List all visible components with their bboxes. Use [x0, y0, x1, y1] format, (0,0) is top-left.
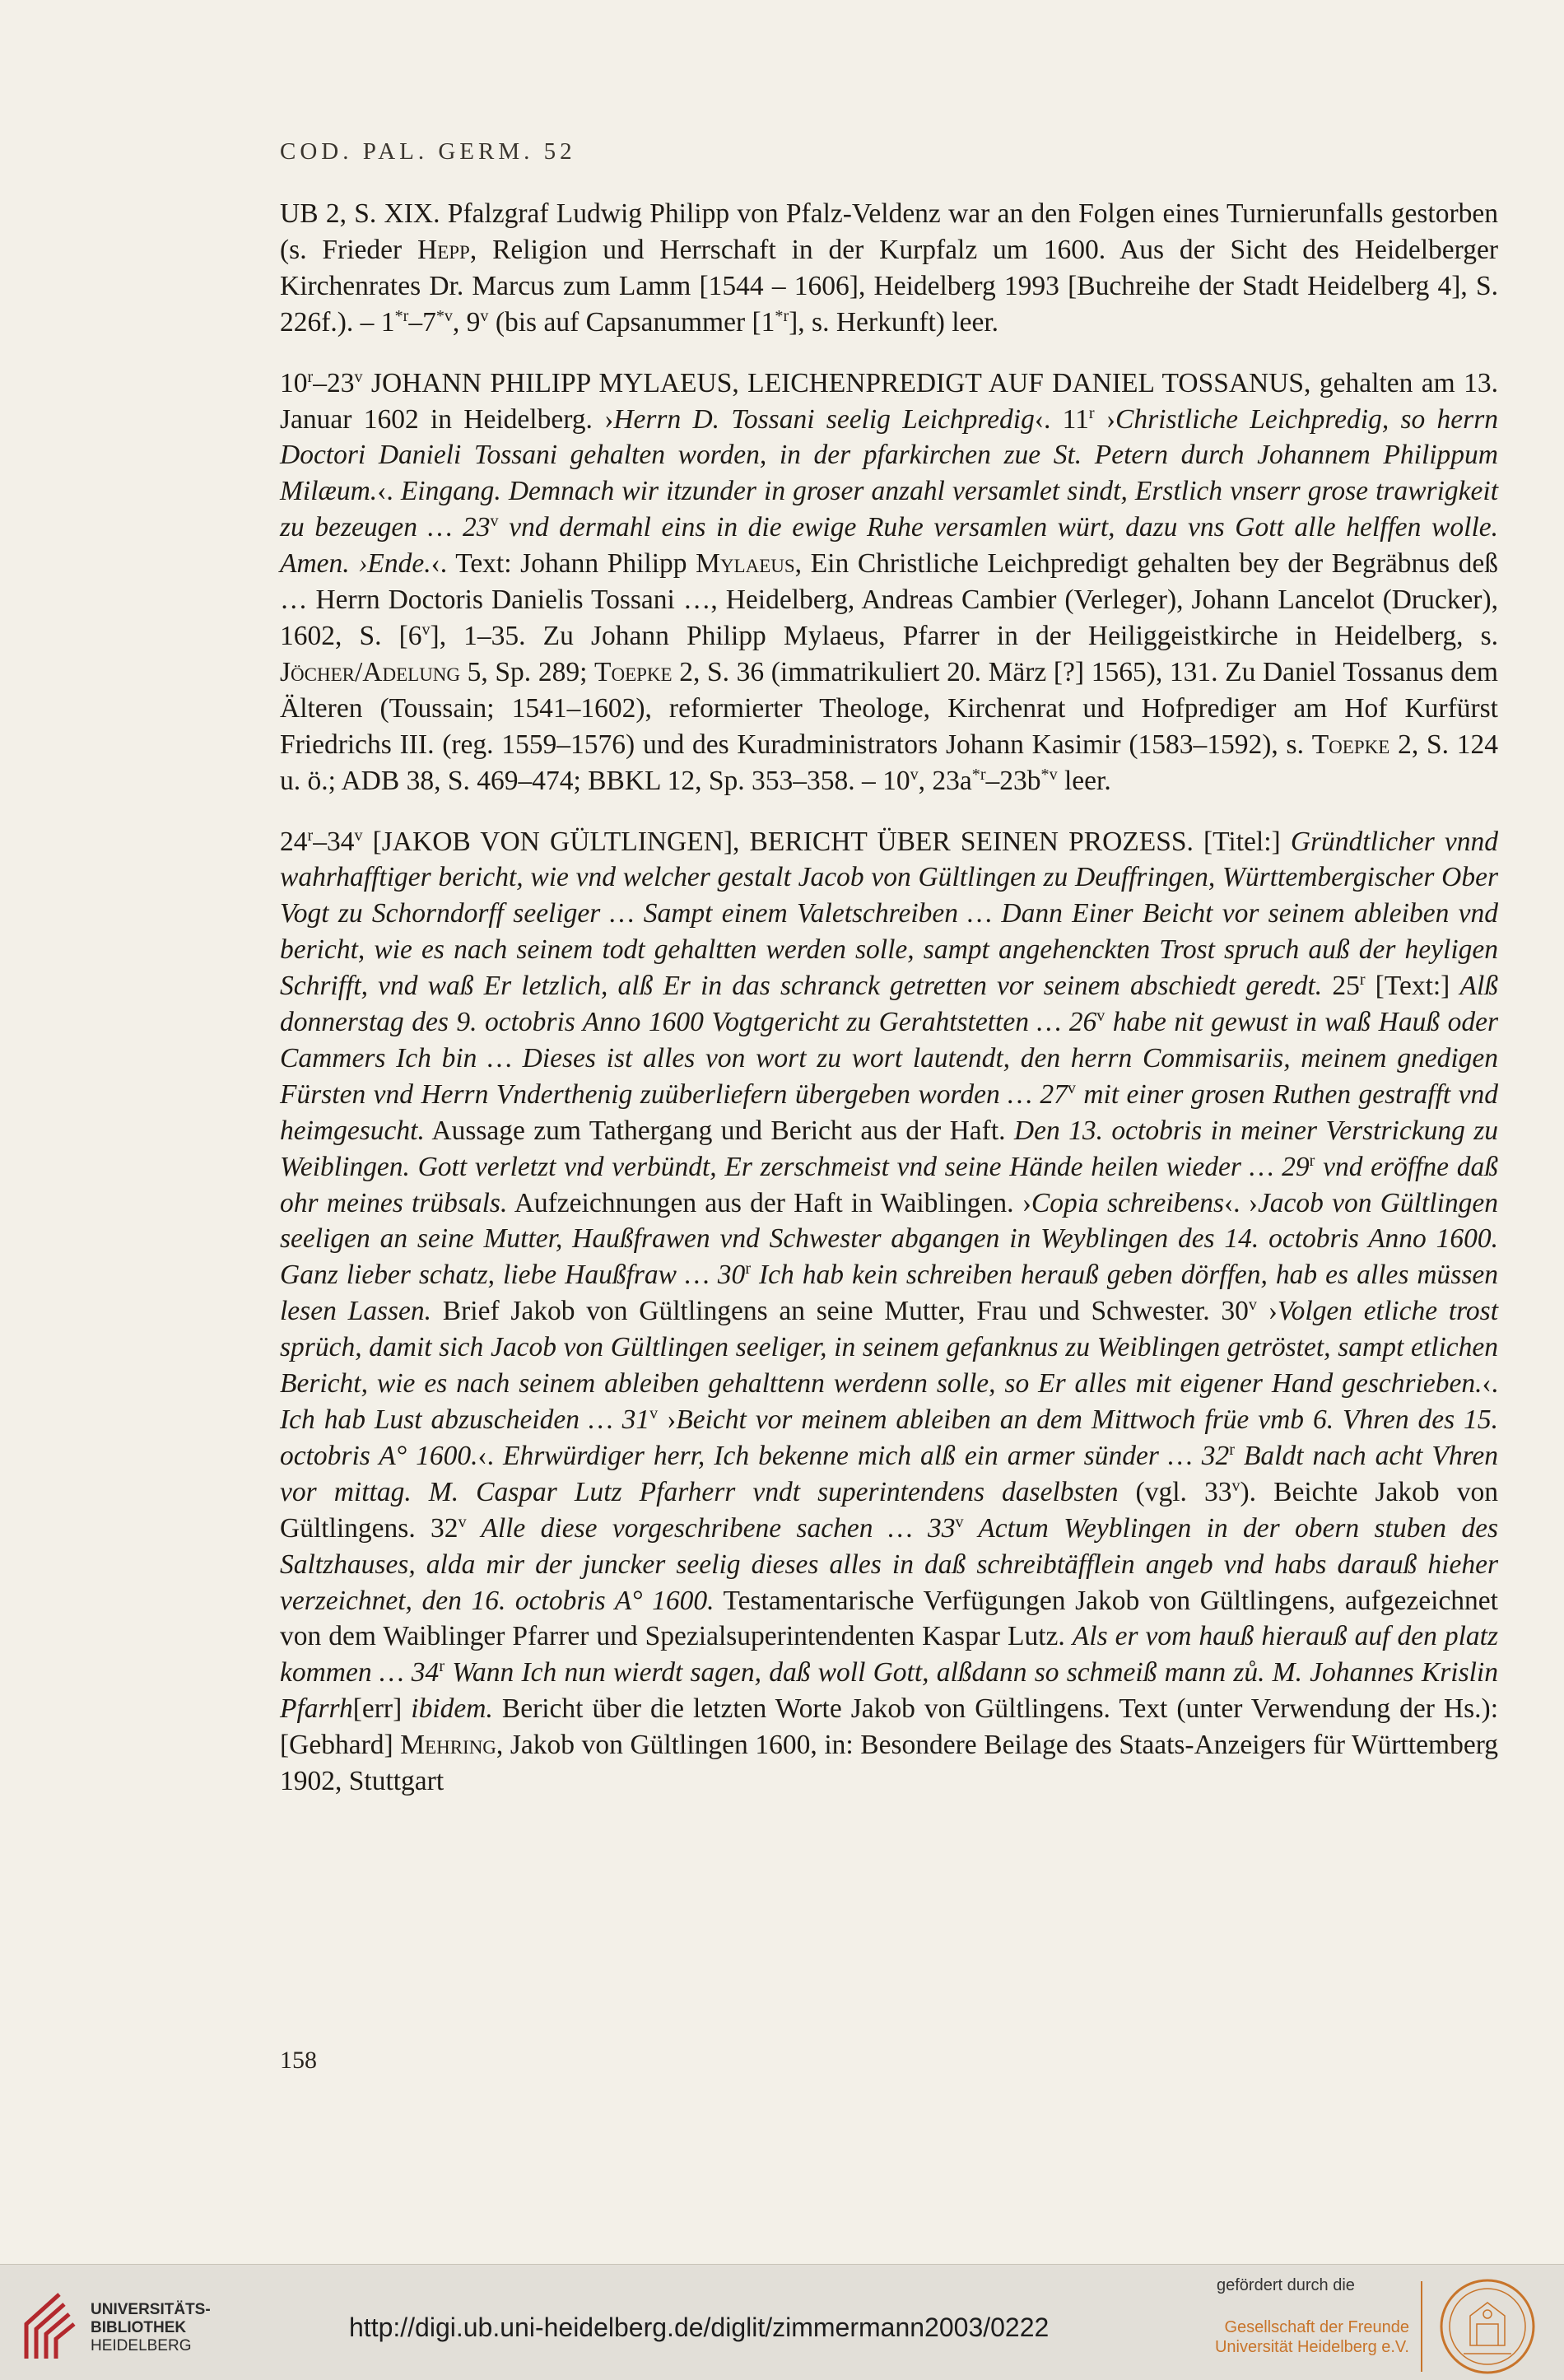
- library-line-3: HEIDELBERG: [91, 2337, 192, 2354]
- page-number: 158: [280, 2047, 317, 2074]
- running-head: COD. PAL. GERM. 52: [280, 138, 576, 165]
- ub-heidelberg-logo-icon[interactable]: [18, 2288, 84, 2362]
- library-name[interactable]: [91, 2301, 211, 2355]
- funded-by-label: gefördert durch die: [1217, 2276, 1355, 2294]
- university-seal-icon: [1439, 2278, 1536, 2375]
- paragraph-gueltlingen-entry: 24$^r$–34$^v$ [JAKOB VON GÜLTLINGEN], BERICHT ÜBER SEINEN PROZESS. [Titel:] Gründtlicher vnnd wahrhafftiger bericht, wie vnd welcher gestalt Jacob von Gültlingen zu Deuffringen, Württembergischer Ober Vogt zu Schorndorff seeliger … Sampt einem Valetschreiben … Dann Einer Beicht vor seinem ableiben vnd bericht, wie es nach seinem todt gehaltten werden solle, sampt angehenckten Trost spruch auß der heyligen Schrifft, vnd waß Er letzlich, alß Er in das schranck getretten vor seinem abschiedt geredt. 25$^r$ [Text:] Alß donnerstag des 9. octobris Anno 1600 Vogtgericht zu Gerahtstetten … 26$^v$ habe nit gewust in waß Hauß oder Cammers Ich bin … Dieses ist alles von wort zu wort lautendt, den herrn Commisariis, meinem gnedigen Fürsten vnd Herrn Vnderthenig zuüberliefern übergeben worden … 27$^v$ mit einer grosen Ruthen gestrafft vnd heimgesucht. Aussage zum Tathergang und Bericht aus der Haft. Den 13. octobris in meiner Verstrickung zu Weiblingen. Gott verletzt vnd verbündt, Er zerschmeist vnd seine Hände heilen wieder … 29$^r$ vnd eröffne daß ohr meines trübsals. Aufzeichnungen aus der Haft in Waiblingen. ›Copia schreibens‹. ›Jacob von Gültlingen seeligen an seine Mutter, Haußfrawen vnd Schwester abgangen in Weyblingen des 14. octobris Anno 1600. Ganz lieber schatz, liebe Haußfraw … 30$^r$ Ich hab kein schreiben herauß geben dörffen, hab es alles müssen lesen Lassen. Brief Jakob von Gültlingens an seine Mutter, Frau und Schwester. 30$^v$ ›Volgen etliche trost sprüch, damit sich Jacob von Gültlingen seeliger, in seinem gefanknus zu Weiblingen getröstet, sampt etlichen Bericht, wie es nach seinem ableiben gehalttenn werdenn solle, so Er alles mit eigener Hand geschrieben.‹. Ich hab Lust abzuscheiden … 31$^v$ ›Beicht vor meinem ableiben an dem Mittwoch früe vmb 6. Vhren des 15. octobris A° 1600.‹. Ehrwürdiger herr, Ich bekenne mich alß ein armer sünder … 32$^r$ Baldt nach acht Vhren vor mittag. M. Caspar Lutz Pfarherr vndt superintendens daselbsten (vgl. 33$^v$). Beichte Jakob von Gültlingens. 32$^v$ Alle diese vorgeschribene sachen … 33$^v$ Actum Weyblingen in der obern stuben des Saltzhauses, alda mir der juncker seelig dieses alles in daß schreibtäfflein angeb vnd habs darauß hieher verzeichnet, den 16. octobris A° 1600. Testamentarische Verfügungen Jakob von Gültlingens, aufgezeichnet von dem Waiblinger Pfarrer und Spezialsuperintendenten Kaspar Lutz. Als er vom hauß hierauß auf den platz kommen … 34$^r$ Wann Ich nun wierdt sagen, daß woll Gott, alßdann so schmeiß mann zů. M. Johannes Krislin Pfarrh[err] ibidem. Bericht über die letzten Worte Jakob von Gültlingens. Text (unter Verwendung der Hs.): [Gebhard] Mehring, Jakob von Gültlingen 1600, in: Besondere Beilage des Staats-Anzeigers für Württemberg 1902, Stuttgart: [280, 826, 1499, 1797]
- permalink-url[interactable]: http://digi.ub.uni-heidelberg.de/diglit/zimmermann2003/0222: [349, 2312, 1050, 2342]
- society-name[interactable]: [1177, 2317, 1409, 2357]
- text-block: [280, 196, 1498, 1800]
- society-line-2: Universität Heidelberg e.V.: [1214, 2338, 1409, 2356]
- library-line-2: BIBLIOTHEK: [91, 2319, 187, 2336]
- paragraph-intro: UB 2, S. XIX. Pfalzgraf Ludwig Philipp von Pfalz-Veldenz war an den Folgen eines Turnierunfalls gestorben (s. Frieder Hepp, Religion und Herrschaft in der Kurpfalz um 1600. Aus der Sicht des Heidelberger Kirchenrates Dr. Marcus zum Lamm [1544 – 1606], Heidelberg 1993 [Buchreihe der Stadt Heidelberg 4], S. 226f.). – 1$^{*r}$–7$^{*v}$, 9$^v$ (bis auf Capsanummer [1$^{*r}$], s. Herkunft) leer.: [280, 198, 1498, 338]
- paragraph-mylaeus-entry: 10$^r$–23$^v$ JOHANN PHILIPP MYLAEUS, LEICHENPREDIGT AUF DANIEL TOSSANUS, gehalten am 13. Januar 1602 in Heidelberg. ›Herrn D. Tossani seelig Leichpredig‹. 11$^r$ ›Christliche Leichpredig, so herrn Doctori Danieli Tossani gehalten worden, in der pfarkirchen zue St. Petern durch Johannem Philippum Milæum.‹. Eingang. Demnach wir itzunder in groser anzahl versamlet sindt, Erstlich vnserr grose trawrigkeit zu bezeugen … 23$^v$ vnd dermahl eins in die ewige Ruhe versamlen würt, dazu vns Gott alle helffen wolle. Amen. ›Ende.‹. Text: Johann Philipp Mylaeus, Ein Christliche Leichpredigt gehalten bey der Begräbnus deß … Herrn Doctoris Danielis Tossani …, Heidelberg, Andreas Cambier (Verleger), Johann Lancelot (Drucker), 1602, S. [6$^v$], 1–35. Zu Johann Philipp Mylaeus, Pfarrer in der Heiliggeistkirche in Heidelberg, s. Jöcher/Adelung 5, Sp. 289; Toepke 2, S. 36 (immatrikuliert 20. März [?] 1565), 131. Zu Daniel Tossanus dem Älteren (Toussain; 1541–1602), reformierter Theologe, Kirchenrat und Hofprediger am Hof Kurfürst Friedrichs III. (reg. 1559–1576) und des Kuradministrators Johann Kasimir (1583–1592), s. Toepke 2, S. 124 u. ö.; ADB 38, S. 469–474; BBKL 12, Sp. 353–358. – 10$^v$, $23a^{*r}-23b^{*v}$ leer.: [280, 367, 1498, 796]
- footer-divider: [1421, 2281, 1422, 2372]
- library-line-1: UNIVERSITÄTS-: [91, 2301, 211, 2318]
- society-line-1: Gesellschaft der Freunde: [1224, 2318, 1409, 2336]
- footer-bar: [0, 2264, 1564, 2380]
